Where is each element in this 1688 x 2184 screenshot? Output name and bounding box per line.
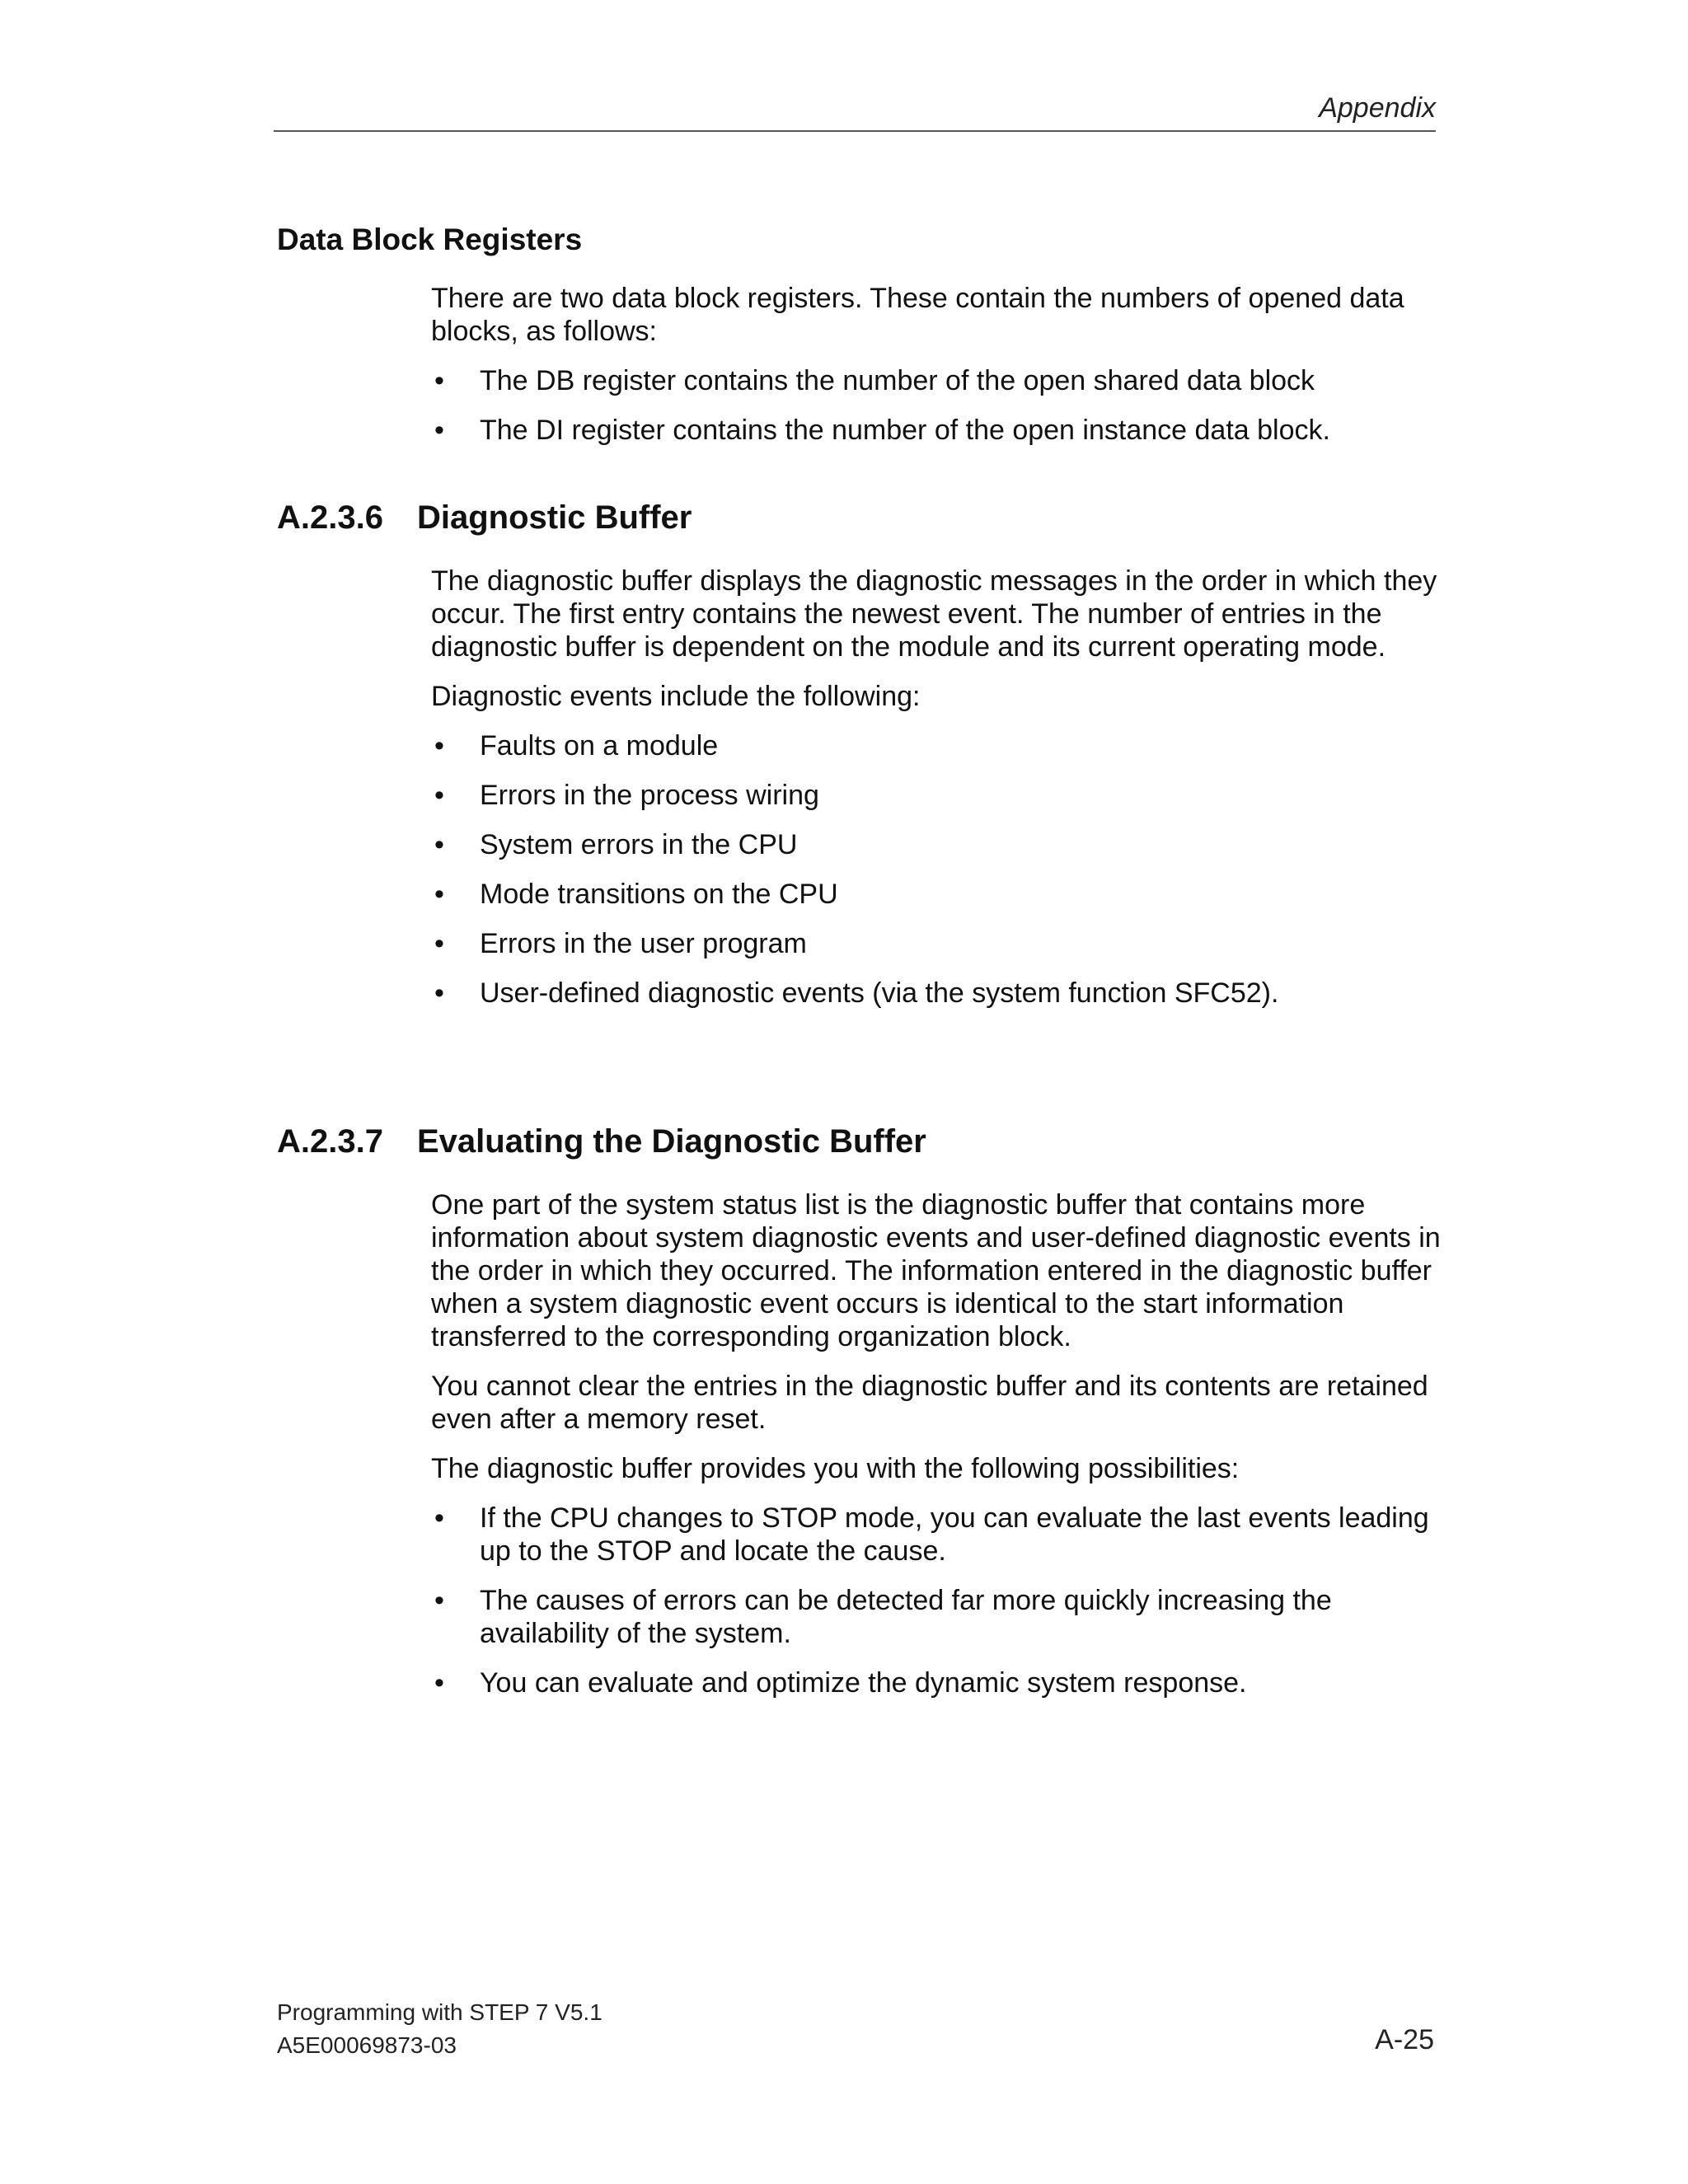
bullet-icon: • [434,415,444,446]
list-item-text: Errors in the user program [480,928,807,959]
running-header [274,91,1436,132]
spacer [277,1026,1439,1123]
list-item [431,828,1445,861]
bullet-icon: • [434,730,444,762]
subheading-data-block-registers: Data Block Registers [277,223,583,256]
list-item [431,1666,1445,1699]
section-body [431,282,1445,447]
running-header-title: Appendix [1319,92,1436,124]
list-item [431,779,1445,812]
paragraph: One part of the system status list is the diagnostic buffer that contains more information about system diagnostic events and user-defined diagnostic events in the order in which they occurred. The information entered in the diagnostic buffer when a system diagnostic event occurs is identical to the start information transferred to the corresponding organization block. [431,1189,1441,1352]
bullet-icon: • [434,928,444,959]
footer-order-number: A5E00069873-03 [277,2032,457,2058]
section-title: Evaluating the Diagnostic Buffer [417,1123,926,1160]
list-item-text: User-defined diagnostic events (via the system function SFC52). [480,977,1279,1009]
list-item-text: Mode transitions on the CPU [480,879,838,910]
paragraph: The diagnostic buffer provides you with the following possibilities: [431,1453,1240,1484]
section-body [431,565,1445,1010]
spacer [277,463,1439,499]
bullet-icon: • [434,1502,444,1534]
bullet-icon: • [434,829,444,860]
bullet-list [431,729,1445,1010]
section-heading-diagnostic-buffer [277,499,1439,537]
list-item-text: Errors in the process wiring [480,780,819,811]
list-item [431,1584,1445,1650]
list-item-text: You can evaluate and optimize the dynamic system response. [480,1667,1247,1699]
section-data-block-registers [277,223,1439,447]
list-item [431,364,1445,397]
list-item-text: The DB register contains the number of the open shared data block [480,365,1315,396]
paragraph: The diagnostic buffer displays the diagnostic messages in the order in which they occur. The first entry contains the newest event. The number of entries in the diagnostic buffer is dependent on the module and its current operating mode. [431,565,1437,663]
list-item [431,927,1445,960]
list-item [431,977,1445,1010]
list-item [431,729,1445,762]
list-item-text: If the CPU changes to STOP mode, you can evaluate the last events leading up to the STOP and locate the cause. [480,1502,1429,1567]
section-title: Diagnostic Buffer [417,499,692,536]
paragraph: There are two data block registers. These contain the numbers of opened data blocks, as follows: [431,283,1404,347]
section-heading-evaluating-diagnostic-buffer [277,1123,1439,1160]
footer-left [277,1996,603,2062]
list-item [431,414,1445,447]
bullet-icon: • [434,977,444,1009]
bullet-icon: • [434,365,444,396]
bullet-icon: • [434,1667,444,1699]
list-item [431,878,1445,911]
list-item [431,1502,1445,1568]
list-item-text: The DI register contains the number of the open instance data block. [480,415,1330,446]
list-item-text: System errors in the CPU [480,829,798,860]
section-number: A.2.3.6 [277,499,383,536]
list-item-text: The causes of errors can be detected far more quickly increasing the availability of the system. [480,1585,1332,1649]
section-number: A.2.3.7 [277,1123,383,1160]
bullet-icon: • [434,1585,444,1616]
paragraph: Diagnostic events include the following: [431,681,921,712]
footer-page-number: A-25 [1375,2024,1434,2055]
paragraph: You cannot clear the entries in the diagnostic buffer and its contents are retained even after a memory reset. [431,1371,1428,1435]
bullet-list [431,364,1445,447]
section-evaluating-diagnostic-buffer [277,1123,1439,1699]
bullet-list [431,1502,1445,1699]
footer-manual-title: Programming with STEP 7 V5.1 [277,1999,603,2025]
list-item-text: Faults on a module [480,730,719,762]
bullet-icon: • [434,780,444,811]
section-body [431,1188,1445,1699]
section-diagnostic-buffer [277,499,1439,1010]
page-content [277,223,1439,1716]
bullet-icon: • [434,879,444,910]
